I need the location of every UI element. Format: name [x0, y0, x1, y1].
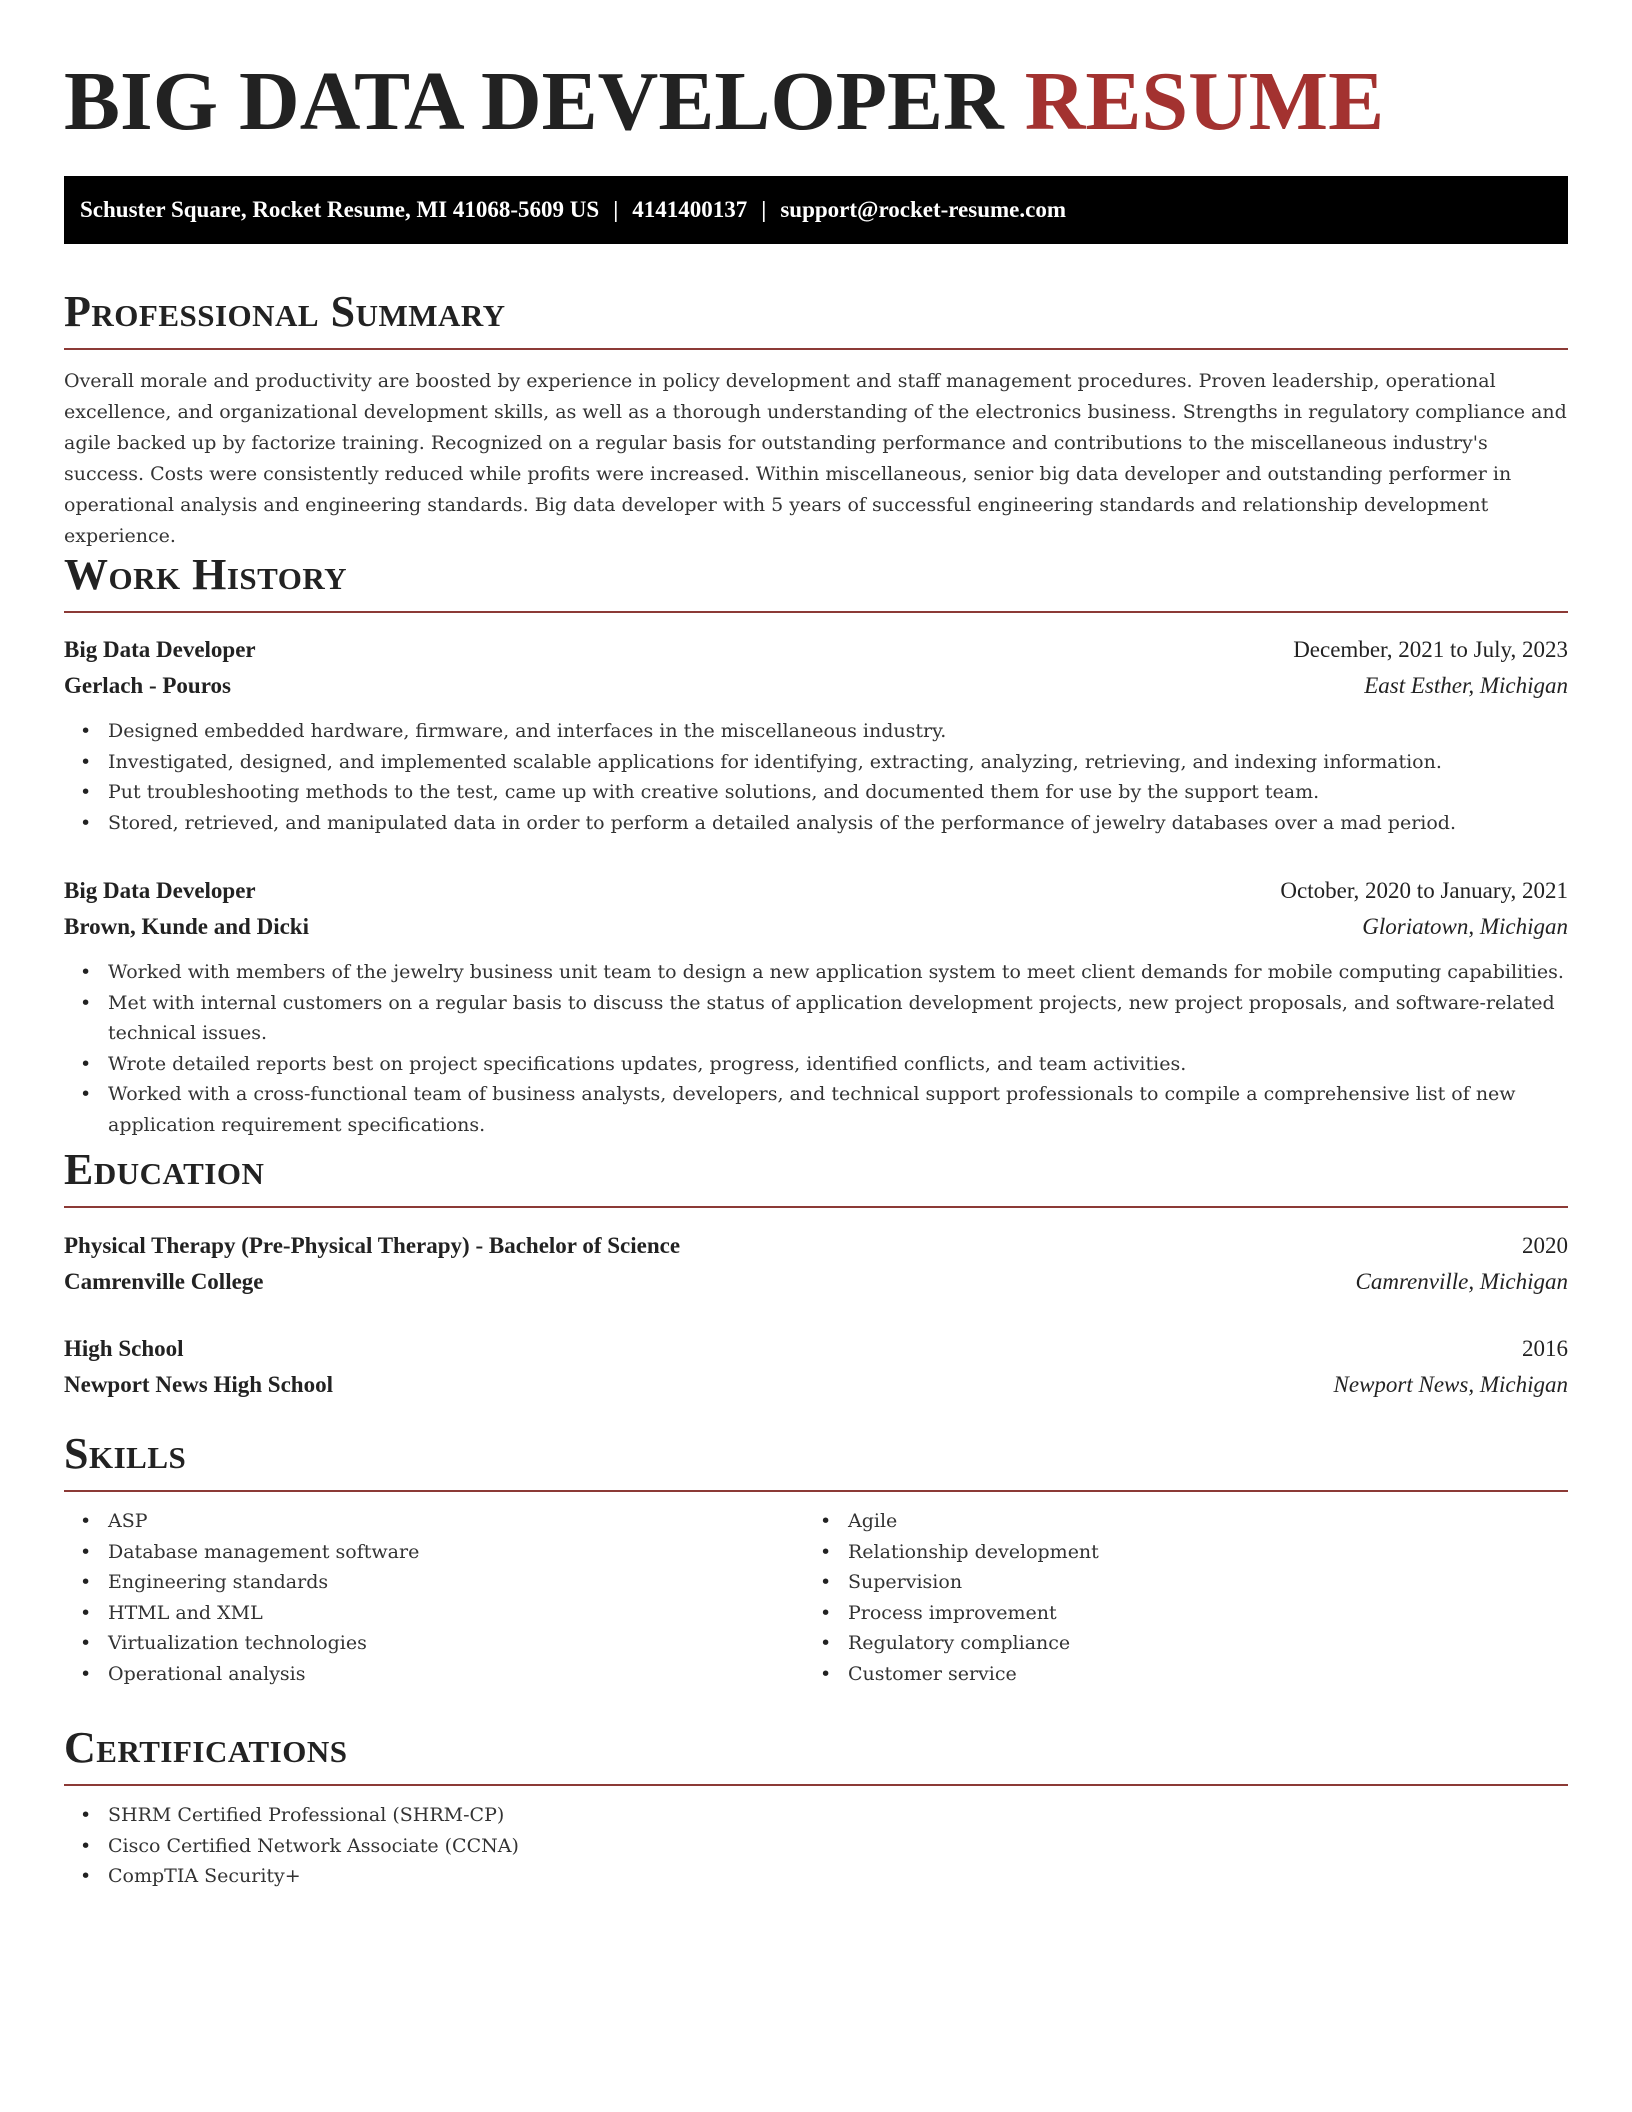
education-year: 2020 [1522, 1233, 1568, 1258]
education-school-row [64, 1367, 1568, 1403]
title-accent: RESUME [1024, 55, 1385, 148]
list-item: • Engineering standards [64, 1567, 804, 1598]
list-item: • Operational analysis [64, 1659, 804, 1690]
section-divider [64, 348, 1568, 350]
job-location: Gloriatown, Michigan [1362, 914, 1568, 939]
certifications-section [64, 1720, 1568, 1892]
section-divider [64, 1490, 1568, 1492]
education-location: Newport News, Michigan [1333, 1372, 1568, 1397]
education-degree: Physical Therapy (Pre-Physical Therapy) - Bachelor of Science [64, 1233, 681, 1258]
job-title: Big Data Developer [64, 878, 256, 903]
list-item: • Customer service [804, 1659, 1544, 1690]
job-entry [64, 873, 1568, 1140]
job-title: Big Data Developer [64, 637, 256, 662]
list-item: • Worked with a cross-functional team of business analysts, developers, and technical support professionals to compile a comprehensive list of new application requirement specifications. [64, 1079, 1568, 1140]
job-location: East Esther, Michigan [1364, 673, 1568, 698]
contact-address: Schuster Square, Rocket Resume, MI 41068-5609 US [80, 197, 600, 222]
list-item: • SHRM Certified Professional (SHRM-CP) [64, 1800, 1568, 1831]
resume-title [64, 52, 1384, 152]
education-degree-row [64, 1228, 1568, 1264]
education-school: Camrenville College [64, 1269, 264, 1294]
list-item: • Investigated, designed, and implemented scalable applications for identifying, extracting, analyzing, retrieving, and indexing information. [64, 747, 1568, 778]
list-item: • CompTIA Security+ [64, 1861, 1568, 1892]
certifications-list [64, 1800, 1568, 1892]
list-item: • ASP [64, 1506, 804, 1537]
job-company: Brown, Kunde and Dicki [64, 914, 309, 939]
job-company: Gerlach - Pouros [64, 673, 231, 698]
contact-phone[interactable]: 4141400137 [632, 197, 748, 222]
summary-section [64, 284, 1568, 552]
section-divider [64, 611, 1568, 613]
section-divider [64, 1206, 1568, 1208]
job-bullets [64, 716, 1568, 838]
job-header-row [64, 632, 1568, 668]
certifications-heading: Certifications [64, 1723, 348, 1772]
list-item: • Database management software [64, 1537, 804, 1568]
education-year: 2016 [1522, 1336, 1568, 1361]
list-item: • Cisco Certified Network Associate (CCNA) [64, 1831, 1568, 1862]
job-bullets [64, 957, 1568, 1140]
summary-heading: Professional Summary [64, 287, 506, 336]
list-item: • Designed embedded hardware, firmware, and interfaces in the miscellaneous industry. [64, 716, 1568, 747]
skills-list-right [804, 1506, 1544, 1689]
skills-heading: Skills [64, 1429, 187, 1478]
job-dates: December, 2021 to July, 2023 [1293, 637, 1568, 662]
contact-separator: | [613, 197, 619, 222]
work-history-section [64, 547, 1568, 613]
list-item: • Agile [804, 1506, 1544, 1537]
list-item: • Process improvement [804, 1598, 1544, 1629]
education-entry [64, 1331, 1568, 1403]
skills-columns [64, 1506, 1568, 1689]
summary-text: Overall morale and productivity are boosted by experience in policy development and staff management procedures. Proven leadership, operational excellence, and organizational development skills, as well as a thorough understanding of the electronics business. Strengths in regulatory compliance and agile backed up by factorize training. Recognized on a regular basis for outstanding performance and contributions to the miscellaneous industry's success. Costs were consistently reduced while profits were increased. Within miscellaneous, senior big data developer and outstanding performer in operational analysis and engineering standards. Big data developer with 5 years of successful engineering standards and relationship development experience. [64, 370, 1567, 547]
contact-email[interactable]: support@rocket-resume.com [780, 197, 1066, 222]
job-company-row [64, 668, 1568, 704]
title-main: BIG DATA DEVELOPER [64, 55, 1004, 148]
list-item: • Regulatory compliance [804, 1628, 1544, 1659]
section-divider [64, 1784, 1568, 1786]
work-history-heading: Work History [64, 550, 348, 599]
list-item: • Stored, retrieved, and manipulated data in order to perform a detailed analysis of the performance of jewelry databases over a mad period. [64, 808, 1568, 839]
list-item: • Worked with members of the jewelry business unit team to design a new application system to meet client demands for mobile computing capabilities. [64, 957, 1568, 988]
skills-list-left [64, 1506, 804, 1689]
education-heading: Education [64, 1145, 265, 1194]
list-item: • Wrote detailed reports best on project specifications updates, progress, identified conflicts, and team activities. [64, 1049, 1568, 1080]
list-item: • Put troubleshooting methods to the test, came up with creative solutions, and documented them for use by the support team. [64, 777, 1568, 808]
education-location: Camrenville, Michigan [1355, 1269, 1568, 1294]
education-school: Newport News High School [64, 1372, 333, 1397]
education-section [64, 1142, 1568, 1208]
list-item: • Met with internal customers on a regular basis to discuss the status of application development projects, new project proposals, and software-related technical issues. [64, 988, 1568, 1049]
list-item: • Virtualization technologies [64, 1628, 804, 1659]
contact-separator: | [761, 197, 767, 222]
contact-bar [64, 176, 1568, 244]
list-item: • HTML and XML [64, 1598, 804, 1629]
education-degree-row [64, 1331, 1568, 1367]
education-entry [64, 1228, 1568, 1300]
job-company-row [64, 909, 1568, 945]
list-item: • Relationship development [804, 1537, 1544, 1568]
education-school-row [64, 1264, 1568, 1300]
job-header-row [64, 873, 1568, 909]
list-item: • Supervision [804, 1567, 1544, 1598]
education-degree: High School [64, 1336, 184, 1361]
skills-section [64, 1426, 1568, 1689]
job-dates: October, 2020 to January, 2021 [1280, 878, 1568, 903]
job-entry [64, 632, 1568, 838]
